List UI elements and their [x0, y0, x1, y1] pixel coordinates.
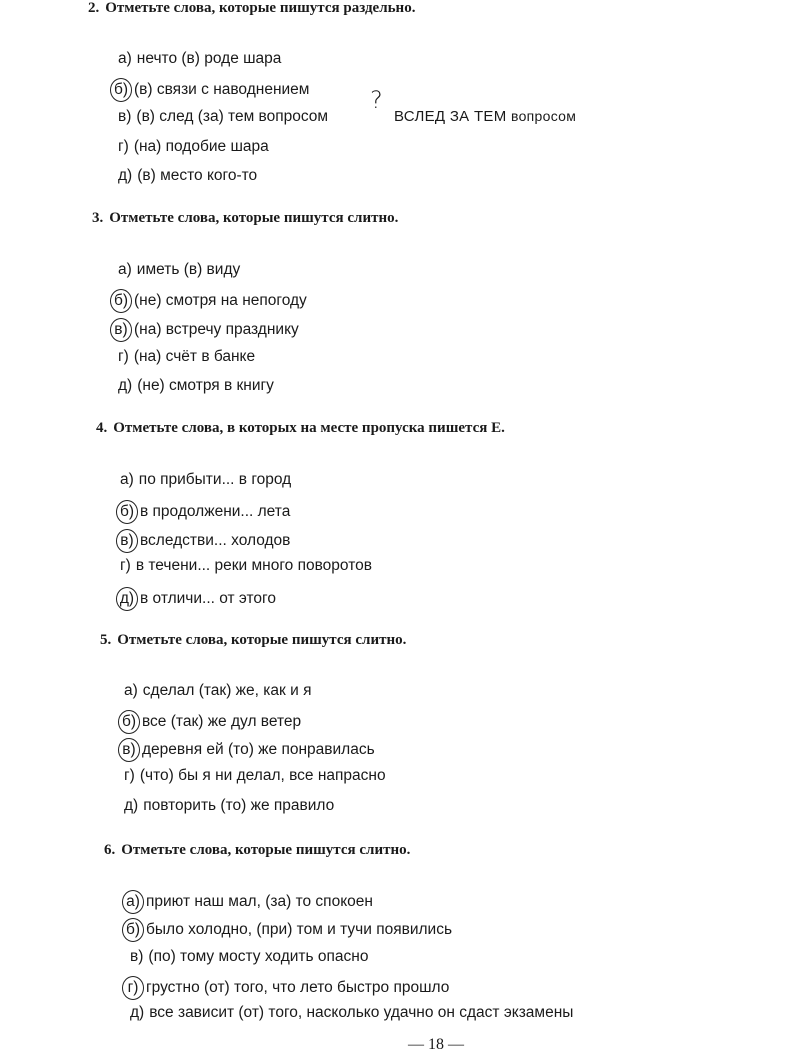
question-number: 2.	[88, 0, 100, 16]
option-4g[interactable]	[120, 557, 372, 575]
option-text: все зависит (от) того, насколько удачно он сдаст экзамены	[149, 1004, 574, 1021]
option-text: по прибыти... в город	[138, 471, 292, 488]
option-letter: в)	[130, 948, 144, 965]
question-number: 6.	[104, 842, 116, 858]
circled-option-letter: б)	[118, 710, 140, 734]
circled-option-letter: г)	[122, 976, 144, 1000]
option-6b[interactable]	[126, 918, 452, 942]
circled-option-letter: б)	[110, 78, 132, 102]
question-3-title	[92, 210, 398, 227]
option-text: нечто (в) роде шара	[136, 50, 282, 67]
question-text: Отметьте слова, которые пишутся слитно.	[109, 210, 399, 226]
question-5-title	[100, 632, 406, 649]
circled-option-letter: б)	[110, 289, 132, 313]
option-5g[interactable]	[124, 767, 386, 785]
option-letter: г)	[118, 138, 129, 155]
option-letter: д)	[130, 1004, 145, 1021]
option-6a[interactable]	[126, 890, 373, 914]
option-letter: г)	[118, 348, 129, 365]
option-3a[interactable]	[118, 261, 240, 279]
option-text: иметь (в) виду	[136, 261, 241, 278]
option-text: (не) смотря на непогоду	[134, 292, 307, 309]
handwritten-question-mark: ?	[370, 86, 383, 114]
handwritten-note	[394, 108, 576, 125]
circled-option-letter: а)	[122, 890, 144, 914]
option-text: вследстви... холодов	[140, 532, 291, 549]
option-6d[interactable]	[130, 1004, 573, 1022]
question-number: 5.	[100, 632, 112, 648]
question-6-title	[104, 842, 410, 859]
option-text: в отличи... от этого	[140, 590, 276, 607]
option-letter: г)	[120, 557, 131, 574]
option-text: было холодно, (при) том и тучи появились	[146, 921, 453, 938]
option-text: (не) смотря в книгу	[137, 377, 274, 394]
option-5a[interactable]	[124, 682, 311, 700]
option-3b[interactable]	[114, 289, 307, 313]
question-text: Отметьте слова, в которых на месте пропуска пишется Е.	[113, 420, 505, 436]
option-2a[interactable]	[118, 50, 281, 68]
option-text: все (так) же дул ветер	[142, 713, 302, 730]
option-3v[interactable]	[114, 318, 299, 342]
question-4-title	[96, 420, 505, 437]
option-2v[interactable]	[118, 108, 328, 126]
circled-option-letter: в)	[118, 738, 140, 762]
circled-option-letter: в)	[110, 318, 132, 342]
option-text: (на) подобие шара	[133, 138, 269, 155]
option-letter: а)	[120, 471, 134, 488]
option-letter: а)	[124, 682, 138, 699]
circled-option-letter: б)	[116, 500, 138, 524]
option-text: (по) тому мосту ходить опасно	[148, 948, 369, 965]
option-letter: в)	[118, 108, 132, 125]
option-4v[interactable]	[120, 529, 290, 553]
option-letter: д)	[124, 797, 139, 814]
option-3g[interactable]	[118, 348, 255, 366]
question-2-title	[88, 0, 415, 17]
option-6v[interactable]	[130, 948, 368, 966]
option-4d[interactable]	[120, 587, 276, 611]
option-3d[interactable]	[118, 377, 274, 395]
handwritten-note-caps: ВСЛЕД ЗА ТЕМ	[394, 108, 507, 125]
option-text: приют наш мал, (за) то спокоен	[146, 893, 373, 910]
question-text: Отметьте слова, которые пишутся слитно.	[117, 632, 407, 648]
handwritten-note-tail: вопросом	[510, 108, 577, 124]
option-text: (в) связи с наводнением	[134, 81, 310, 98]
option-text: (на) встречу празднику	[134, 321, 299, 338]
option-text: в продолжени... лета	[140, 503, 291, 520]
option-letter: г)	[124, 767, 135, 784]
option-text: (в) место кого-то	[137, 167, 258, 184]
option-text: грустно (от) того, что лето быстро прошло	[146, 979, 450, 996]
option-letter: д)	[118, 377, 133, 394]
option-letter: а)	[118, 261, 132, 278]
option-2d[interactable]	[118, 167, 257, 185]
option-6g[interactable]	[126, 976, 449, 1000]
option-text: в течени... реки много поворотов	[135, 557, 372, 574]
option-letter: д)	[118, 167, 133, 184]
option-5d[interactable]	[124, 797, 334, 815]
question-text: Отметьте слова, которые пишутся раздельно.	[105, 0, 416, 16]
option-5b[interactable]	[122, 710, 301, 734]
option-letter: а)	[118, 50, 132, 67]
question-number: 3.	[92, 210, 104, 226]
question-text: Отметьте слова, которые пишутся слитно.	[121, 842, 411, 858]
option-text: (что) бы я ни делал, все напрасно	[139, 767, 386, 784]
question-number: 4.	[96, 420, 108, 436]
option-2g[interactable]	[118, 138, 269, 156]
option-text: (на) счёт в банке	[133, 348, 256, 365]
option-text: деревня ей (то) же понравилась	[142, 741, 375, 758]
option-4a[interactable]	[120, 471, 291, 489]
option-text: сделал (так) же, как и я	[142, 682, 312, 699]
option-text: повторить (то) же правило	[143, 797, 335, 814]
option-5v[interactable]	[122, 738, 375, 762]
circled-option-letter: б)	[122, 918, 144, 942]
option-4b[interactable]	[120, 500, 290, 524]
circled-option-letter: в)	[116, 529, 138, 553]
option-2b[interactable]	[114, 78, 309, 102]
option-text: (в) след (за) тем вопросом	[136, 108, 329, 125]
circled-option-letter: д)	[116, 587, 138, 611]
page-number: — 18 —	[408, 1036, 464, 1053]
